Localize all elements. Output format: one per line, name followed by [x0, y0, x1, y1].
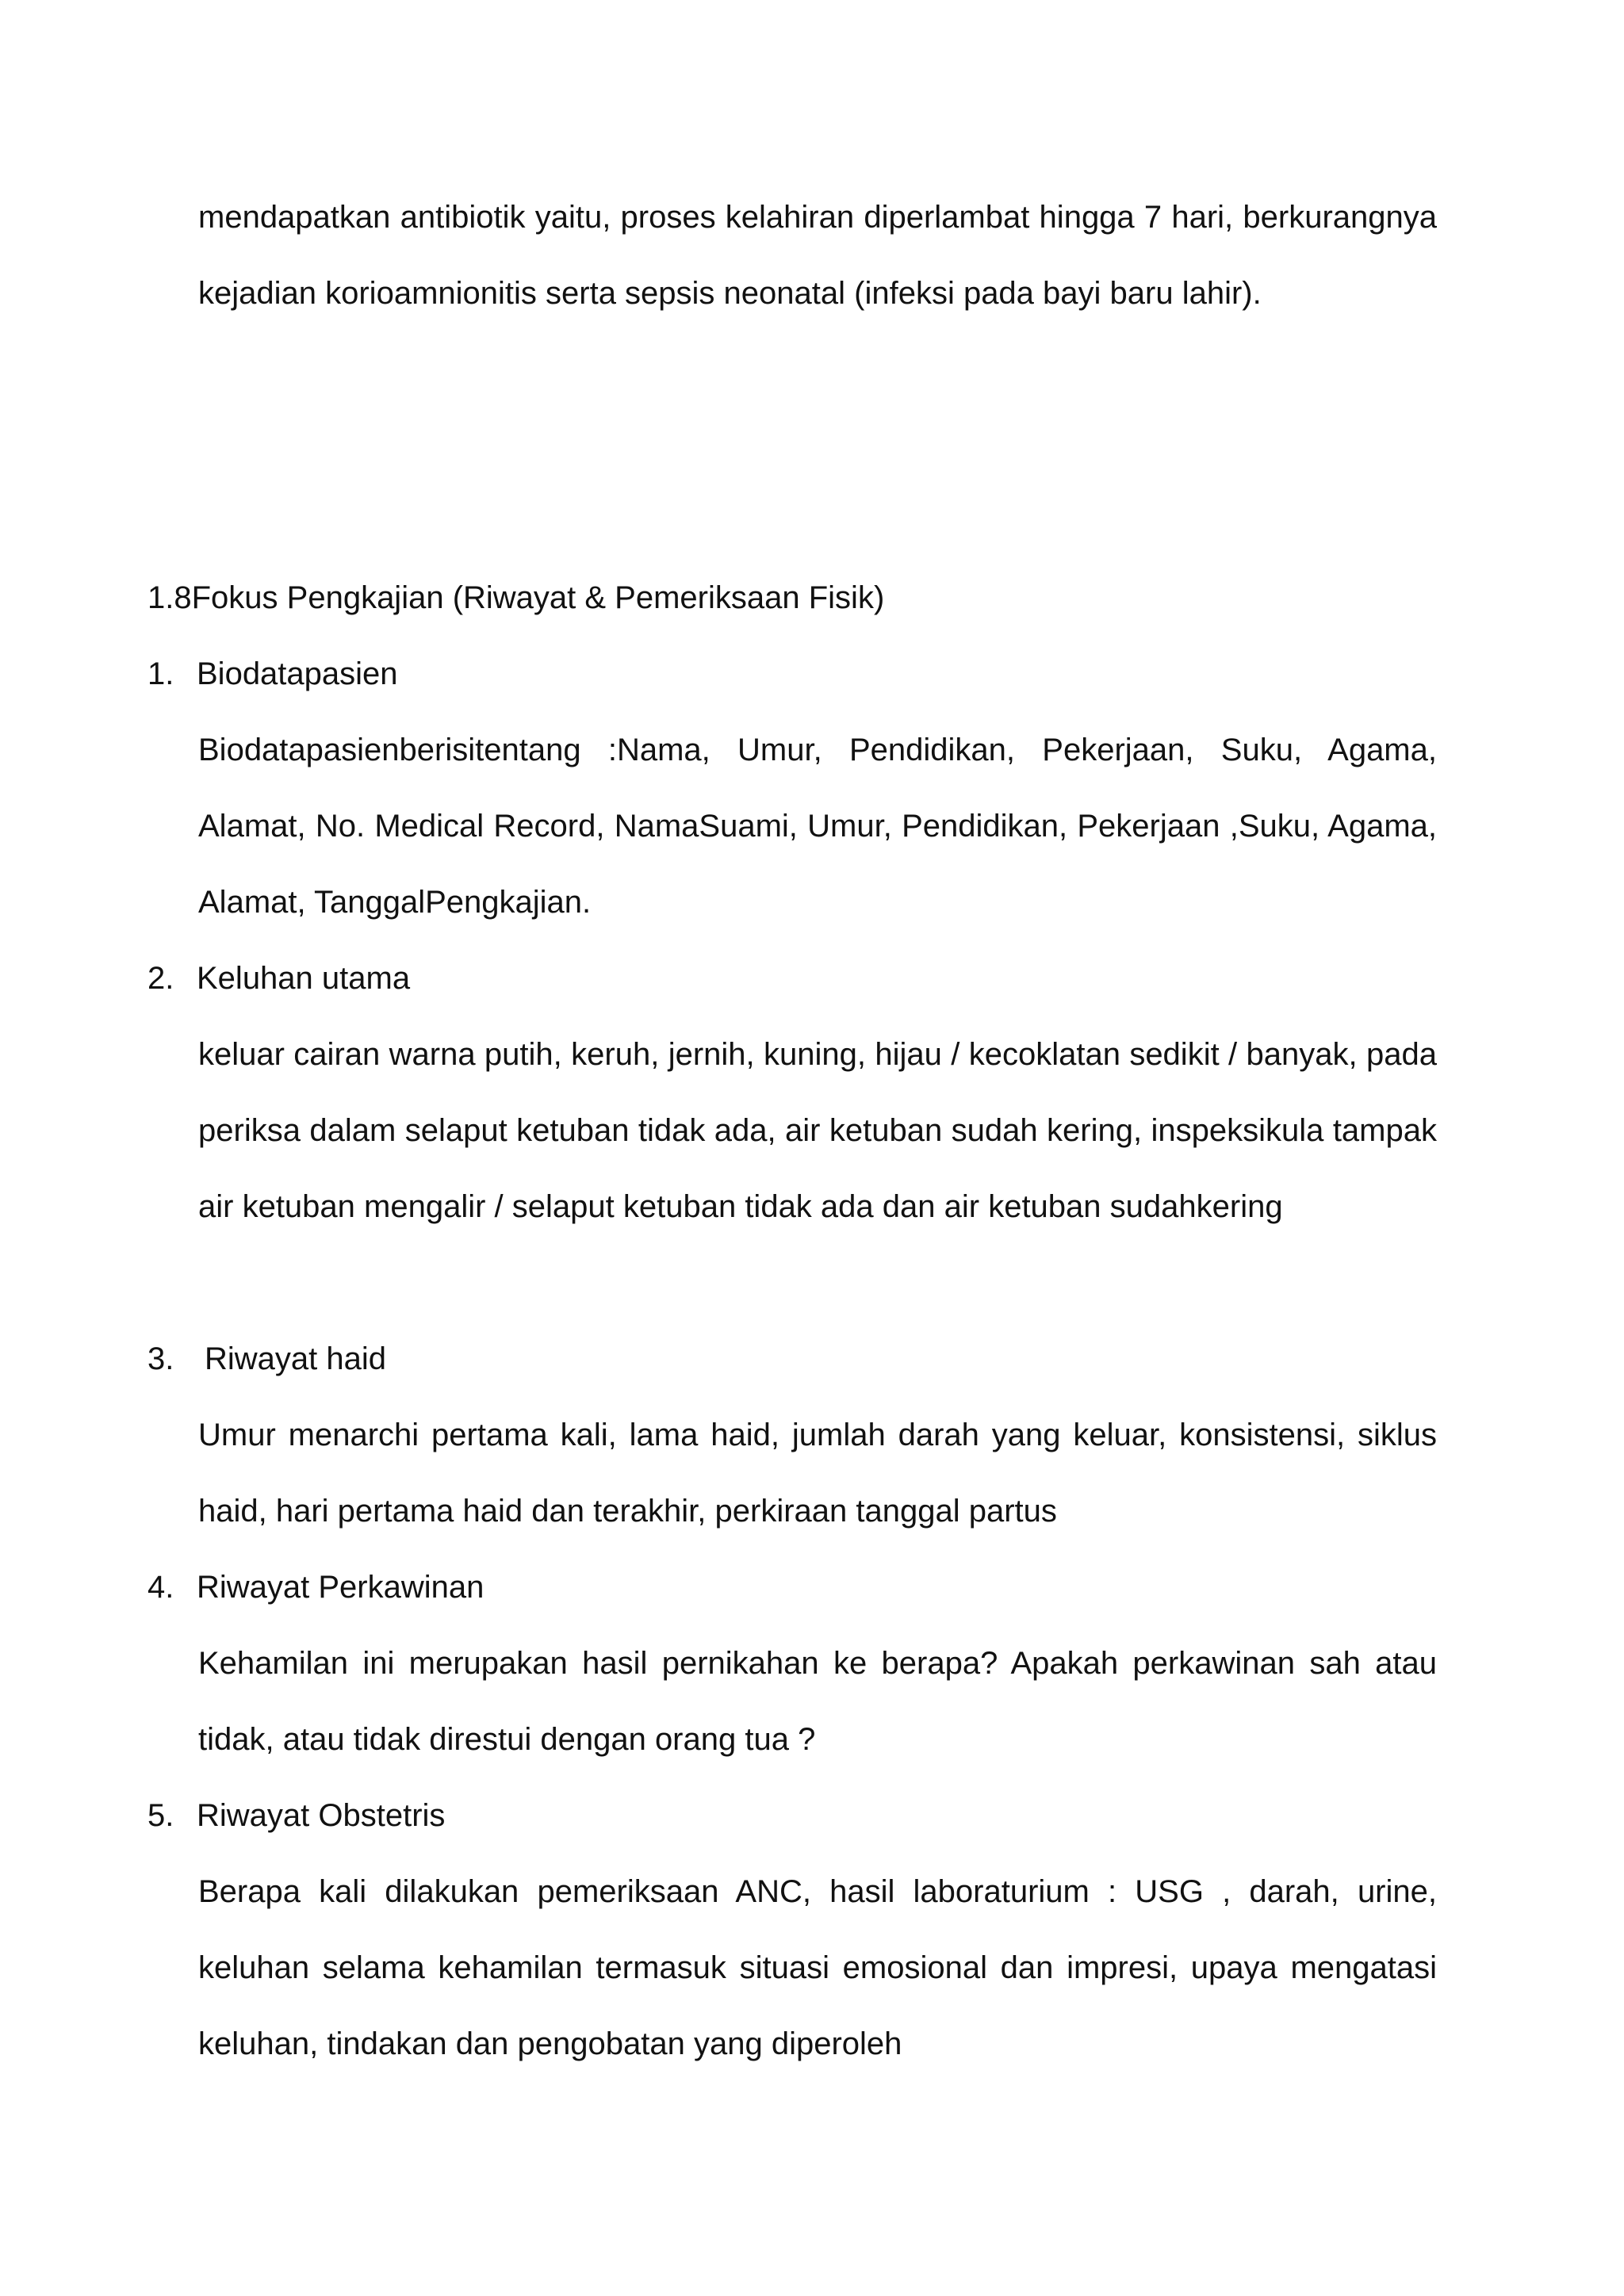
- item-2-title: Keluhan utama: [197, 961, 411, 996]
- item-2-number: 2.: [147, 961, 174, 996]
- item-1-heading: [147, 636, 398, 712]
- item-3-heading: [147, 1321, 386, 1397]
- item-5-body: Berapa kali dilakukan pemeriksaan ANC, hasil laboraturium : USG , darah, urine, keluhan selama kehamilan termasuk situasi emosional dan impresi, upaya mengatasi keluhan, tindakan dan pengobatan yang diperoleh: [198, 1874, 1437, 2061]
- item-1-body: Biodatapasienberisitentang :Nama, Umur, Pendidikan, Pekerjaan, Suku, Agama, Alamat, No. Medical Record, NamaSuami, Umur, Pendidikan, Pekerjaan ,Suku, Agama, Alamat, TanggalPengkajian.: [198, 733, 1437, 920]
- intro-paragraph: mendapatkan antibiotik yaitu, proses kelahiran diperlambat hingga 7 hari, berkurangnya kejadian korioamnionitis serta sepsis neonatal (infeksi pada bayi baru lahir).: [198, 200, 1437, 311]
- item-2-heading: [147, 940, 410, 1016]
- item-4-body: Kehamilan ini merupakan hasil pernikahan ke berapa? Apakah perkawinan sah atau tidak, atau tidak direstui dengan orang tua ?: [198, 1646, 1437, 1757]
- item-4-number: 4.: [147, 1570, 174, 1605]
- item-2-body: keluar cairan warna putih, keruh, jernih, kuning, hijau / kecoklatan sedikit / banyak, pada periksa dalam selaput ketuban tidak ada, air ketuban sudah kering, inspeksikula tampak air ketuban mengalir / selaput ketuban tidak ada dan air ketuban sudahkering: [198, 1037, 1437, 1224]
- item-3-number: 3.: [147, 1341, 174, 1376]
- item-1-title: Biodatapasien: [197, 656, 398, 691]
- item-5-number: 5.: [147, 1798, 174, 1833]
- item-4-heading: [147, 1549, 484, 1625]
- item-1-number: 1.: [147, 656, 174, 691]
- section-title: 1.8Fokus Pengkajian (Riwayat & Pemeriksaan Fisik): [147, 580, 885, 615]
- item-3-body: Umur menarchi pertama kali, lama haid, jumlah darah yang keluar, konsistensi, siklus haid, hari pertama haid dan terakhir, perkiraan tanggal partus: [198, 1418, 1437, 1529]
- item-5-heading: [147, 1777, 445, 1854]
- item-4-title: Riwayat Perkawinan: [197, 1570, 485, 1605]
- item-3-title: Riwayat haid: [205, 1341, 387, 1376]
- item-5-title: Riwayat Obstetris: [197, 1798, 446, 1833]
